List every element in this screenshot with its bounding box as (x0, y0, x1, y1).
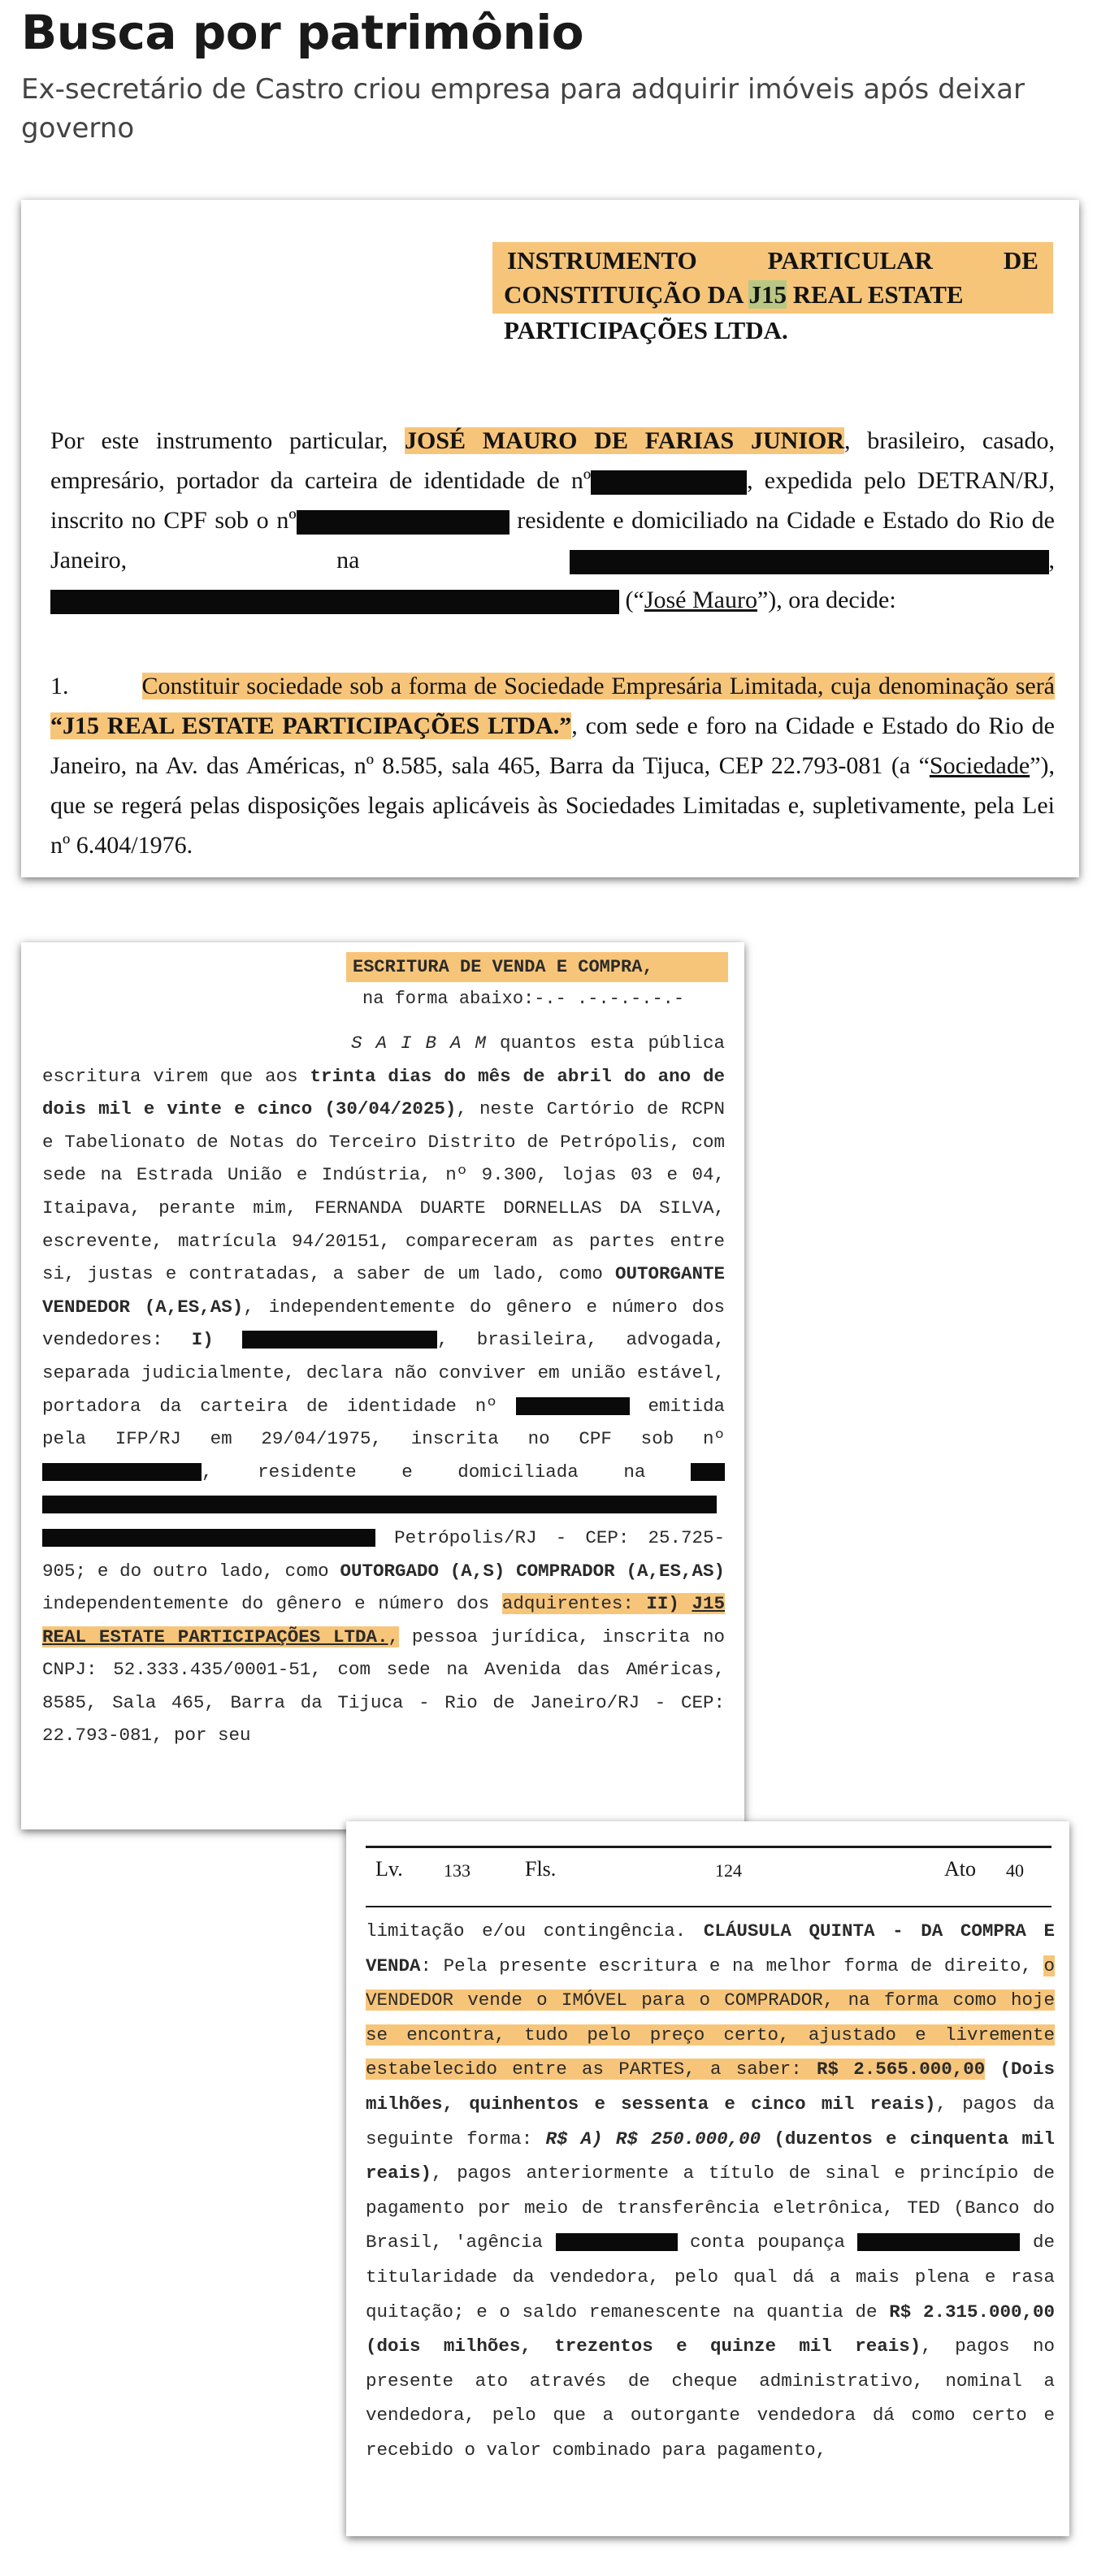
highlighted-text: o VENDEDOR vende o IMÓVEL para o COMPRADOR, na forma como hoje se encontra, tudo pelo preço certo, ajustado e livremente estabelecido entre as PARTES, a saber: (366, 1955, 1055, 2080)
text: , com sede e foro na Cidade e Estado do Rio de Janeiro, na Av. das Américas, nº 8.585, sala 465, Barra da Tijuca, CEP 22.793-081 (a “ (50, 712, 1055, 779)
payment-words: (duzentos e cinquenta mil reais) (366, 2128, 1056, 2184)
company-code: J15 (748, 280, 787, 309)
clause-body (366, 1914, 1055, 2468)
text: , residente e domiciliada na (202, 1461, 646, 1483)
title-line: PARTICIPAÇÕES LTDA. (504, 316, 788, 344)
text: , pagos anteriormente a título de sinal e princípio de pagamento por meio de transferência eletrônica, TED (Banco do Brasil, 'agência (366, 2163, 1055, 2253)
document-escritura (21, 942, 744, 1829)
company-name: “J15 REAL ESTATE PARTICIPAÇÕES LTDA.” (50, 712, 572, 739)
party-label: OUTORGADO (A,S) COMPRADOR (A,ES,AS) (340, 1560, 725, 1582)
text: , brasileiro, casado, empresário, portador da carteira de identidade de nº (50, 427, 1055, 494)
redaction-block (242, 1331, 437, 1349)
text: , (1048, 547, 1056, 574)
redaction-block (42, 1496, 717, 1513)
text: ”), que se regerá pelas disposições legais aplicáveis às Sociedades Limitadas e, supletivamente, pela Lei nº 6.404/1976. (50, 752, 1055, 859)
text: pessoa jurídica, inscrita no CNPJ: 52.333.435/0001-51, com sede na Avenida das Américas, 8585, Sala 465, Barra da Tijuca - Rio de Janeiro/RJ - CEP: 22.793-081, por seu (42, 1626, 725, 1747)
document-title (492, 242, 1053, 348)
book-reference (375, 1857, 1042, 1898)
text: de titularidade da vendedora, pelo qual dá a mais plena e rasa quitação; e o saldo remanescente na quantia de (366, 2232, 1055, 2323)
paragraph-clause-1 (50, 666, 1055, 865)
folio-number: 124 (715, 1860, 742, 1881)
redaction-block (42, 1529, 375, 1547)
act-number: 40 (1006, 1860, 1024, 1881)
text: , brasileira, advogada, separada judicialmente, declara não conviver em união estável, portadora da carteira de identidade nº (42, 1329, 725, 1417)
divider (366, 1846, 1051, 1848)
price-words: (Dois milhões, quinhentos e sessenta e cinco mil reais) (366, 2059, 1055, 2115)
text: residente e domiciliado na Cidade e Estado do Rio de Janeiro, na (50, 507, 1055, 574)
escritura-body (42, 1027, 725, 1752)
item-number: I) (191, 1329, 214, 1351)
payment-value: R$ A) R$ 250.000,00 (545, 2128, 761, 2150)
folio-label: Fls. (525, 1857, 557, 1881)
balance-value: R$ 2.315.000,00 (dois milhões, trezentos e quinze mil reais) (366, 2301, 1055, 2357)
text: (“ (619, 587, 644, 613)
highlighted-text: Constituir sociedade sob a forma de Sociedade Empresária Limitada, cuja denominação será (141, 673, 1055, 699)
text: limitação e/ou contingência. (366, 1920, 704, 1942)
defined-term: Sociedade (929, 752, 1030, 779)
price-value: R$ 2.565.000,00 (816, 2059, 986, 2080)
redaction-block (857, 2233, 1020, 2251)
redaction-block (42, 1463, 202, 1481)
book-label: Lv. (375, 1857, 403, 1881)
text: independentemente do gênero e número dos (42, 1593, 502, 1615)
redaction-block (591, 470, 747, 495)
text: : Pela presente escritura e na melhor forma de direito, (420, 1955, 1044, 1976)
title-highlight (492, 242, 1053, 314)
title-word: INSTRUMENTO (507, 246, 697, 275)
text: conta poupança (677, 2232, 845, 2253)
divider (366, 1906, 1051, 1907)
text: Petrópolis/RJ - CEP: 25.725-905; e do outro lado, como (42, 1526, 725, 1582)
party-label: OUTORGANTE VENDEDOR (A,ES,AS) (42, 1263, 725, 1318)
text: S A I B A M (351, 1033, 486, 1054)
text: , pagos da seguinte forma: (366, 2093, 1055, 2150)
date-text: trinta dias do mês de abril do ano de dois mil e vinte e cinco (30/04/2025) (42, 1065, 725, 1120)
headline: Busca por patrimônio (21, 5, 584, 60)
act-label: Ato (944, 1857, 976, 1881)
text: , pagos no presente ato através de cheque administrativo, nominal a vendedora, pelo que a outorgante vendedora dá como certo e recebido o valor combinado para pagamento, (366, 2336, 1055, 2461)
redaction-block (556, 2233, 678, 2251)
escritura-header (346, 952, 728, 1009)
text: ”), ora decide: (757, 587, 896, 613)
person-name: JOSÉ MAURO DE FARIAS JUNIOR (405, 427, 844, 454)
text: emitida pela IFP/RJ em 29/04/1975, inscrita no CPF sob nº (42, 1395, 725, 1450)
redaction-block (691, 1463, 725, 1481)
company-name: J15 REAL ESTATE PARTICIPAÇÕES LTDA. (42, 1593, 725, 1647)
title-word: PARTICULAR (767, 246, 933, 275)
highlighted-text: adquirentes: (501, 1593, 647, 1615)
item-number: II) (646, 1593, 679, 1615)
escritura-subtitle: na forma abaixo:-.- .-.-.-.-.- (362, 989, 685, 1009)
document-constituicao (21, 200, 1079, 877)
text: , (388, 1626, 400, 1647)
defined-term: José Mauro (644, 587, 757, 613)
clause-number: 1. (50, 673, 69, 699)
text: Por este instrumento particular, (50, 427, 405, 454)
text: quantos esta pública escritura virem que aos (42, 1033, 726, 1087)
title-text: CONSTITUIÇÃO DA (504, 280, 749, 309)
text: , neste Cartório de RCPN e Tabelionato de Notas do Terceiro Distrito de Petrópolis, com sede na Estrada União e Indústria, nº 9.300, lojas 03 e 04, Itaipava, perante mim, FERNANDA DUARTE DORNELLAS DA SILVA, escrevente, matrícula 94/20151, compareceram as partes entre si, justas e contratadas, a saber de um lado, como (42, 1098, 725, 1285)
redaction-block (50, 590, 619, 614)
text: , independentemente do gênero e número dos vendedores: (42, 1296, 725, 1351)
redaction-block (297, 510, 509, 535)
text: , expedida pelo DETRAN/RJ, inscrito no CPF sob o nº (50, 467, 1056, 534)
paragraph-parties (50, 421, 1055, 620)
escritura-title: ESCRITURA DE VENDA E COMPRA, (346, 952, 728, 982)
title-text: REAL ESTATE (786, 280, 964, 309)
clause-title: CLÁUSULA QUINTA - DA COMPRA E VENDA (366, 1920, 1055, 1976)
redaction-block (570, 550, 1049, 574)
book-number: 133 (444, 1860, 470, 1881)
redaction-block (516, 1397, 630, 1415)
subheadline: Ex-secretário de Castro criou empresa para adquirir imóveis após deixar governo (21, 73, 1025, 145)
document-clausula (346, 1821, 1069, 2536)
title-word: DE (1003, 246, 1038, 275)
